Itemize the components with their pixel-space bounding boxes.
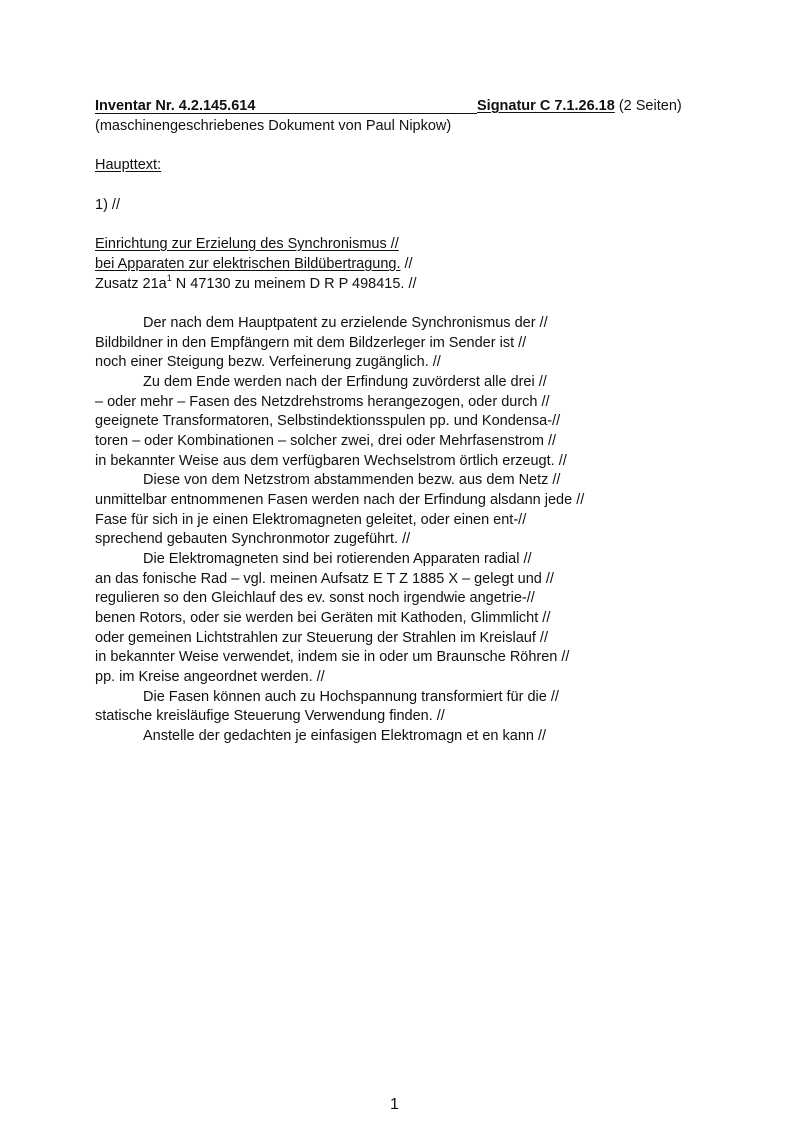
patent-reference: N 47130 zu meinem D R P 498415. // — [171, 276, 417, 292]
signatur-line — [477, 96, 682, 116]
title-line-1: Einrichtung zur Erzielung des Synchronismus // — [95, 236, 399, 252]
body-line: noch einer Steigung bezw. Verfeinerung zugänglich. // — [95, 354, 441, 370]
patent-superscript: 1 — [166, 273, 172, 284]
body-line: pp. im Kreise angeordnet werden. // — [95, 669, 325, 685]
patent-addition: Zusatz 21a — [95, 276, 167, 292]
body-line: an das fonische Rad – vgl. meinen Aufsatz E T Z 1885 X – gelegt und // — [95, 571, 554, 587]
body-line: benen Rotors, oder sie werden bei Geräten mit Kathoden, Glimmlicht // — [95, 610, 551, 626]
body-line: Der nach dem Hauptpatent zu erzielende Synchronismus der // — [143, 315, 548, 331]
body-line: Die Elektromagneten sind bei rotierenden Apparaten radial // — [143, 551, 532, 567]
document-description: (maschinengeschriebenes Dokument von Paul Nipkow) — [95, 118, 452, 134]
signatur-number: Signatur C 7.1.26.18 — [477, 98, 615, 114]
title-line-3 — [95, 274, 417, 294]
body-line: Fase für sich in je einen Elektromagneten geleitet, oder einen ent-// — [95, 512, 527, 528]
body-line: Anstelle der gedachten je einfasigen Elektromagn et en kann // — [143, 728, 547, 744]
inventar-number: Inventar Nr. 4.2.145.614 — [95, 96, 477, 114]
body-line: in bekannter Weise verwendet, indem sie in oder um Braunsche Röhren // — [95, 649, 570, 665]
body-line: sprechend gebauten Synchronmotor zugeführt. // — [95, 531, 411, 547]
body-line: unmittelbar entnommenen Fasen werden nach der Erfindung alsdann jede // — [95, 492, 585, 508]
title-line-2 — [95, 254, 413, 274]
body-line: statische kreisläufige Steuerung Verwendung finden. // — [95, 708, 445, 724]
body-line: regulieren so den Gleichlauf des ev. sonst noch irgendwie angetrie-// — [95, 590, 535, 606]
body-line: in bekannter Weise aus dem verfügbaren Wechselstrom örtlich erzeugt. // — [95, 453, 567, 469]
body-line: toren – oder Kombinationen – solcher zwei, drei oder Mehrfasenstrom // — [95, 433, 557, 449]
title-line-2-underlined: bei Apparaten zur elektrischen Bildübertragung. — [95, 256, 401, 272]
body-line: Bildbildner in den Empfängern mit dem Bildzerleger im Sender ist // — [95, 335, 527, 351]
item-number: 1) // — [95, 197, 120, 213]
body-line: Diese von dem Netzstrom abstammenden bezw. aus dem Netz // — [143, 472, 561, 488]
page-number: 1 — [390, 1096, 399, 1113]
body-line: oder gemeinen Lichtstrahlen zur Steuerung der Strahlen im Kreislauf // — [95, 630, 548, 646]
body-line: Zu dem Ende werden nach der Erfindung zuvörderst alle drei // — [143, 374, 547, 390]
body-line: geeignete Transformatoren, Selbstindektionsspulen pp. und Kondensa-// — [95, 413, 561, 429]
body-line: Die Fasen können auch zu Hochspannung transformiert für die // — [143, 689, 559, 705]
title-line-2-rest: // — [400, 256, 413, 272]
section-label: Haupttext: — [95, 157, 162, 173]
page-count: (2 Seiten) — [618, 98, 682, 114]
body-line: – oder mehr – Fasen des Netzdrehstroms herangezogen, oder durch // — [95, 394, 550, 410]
